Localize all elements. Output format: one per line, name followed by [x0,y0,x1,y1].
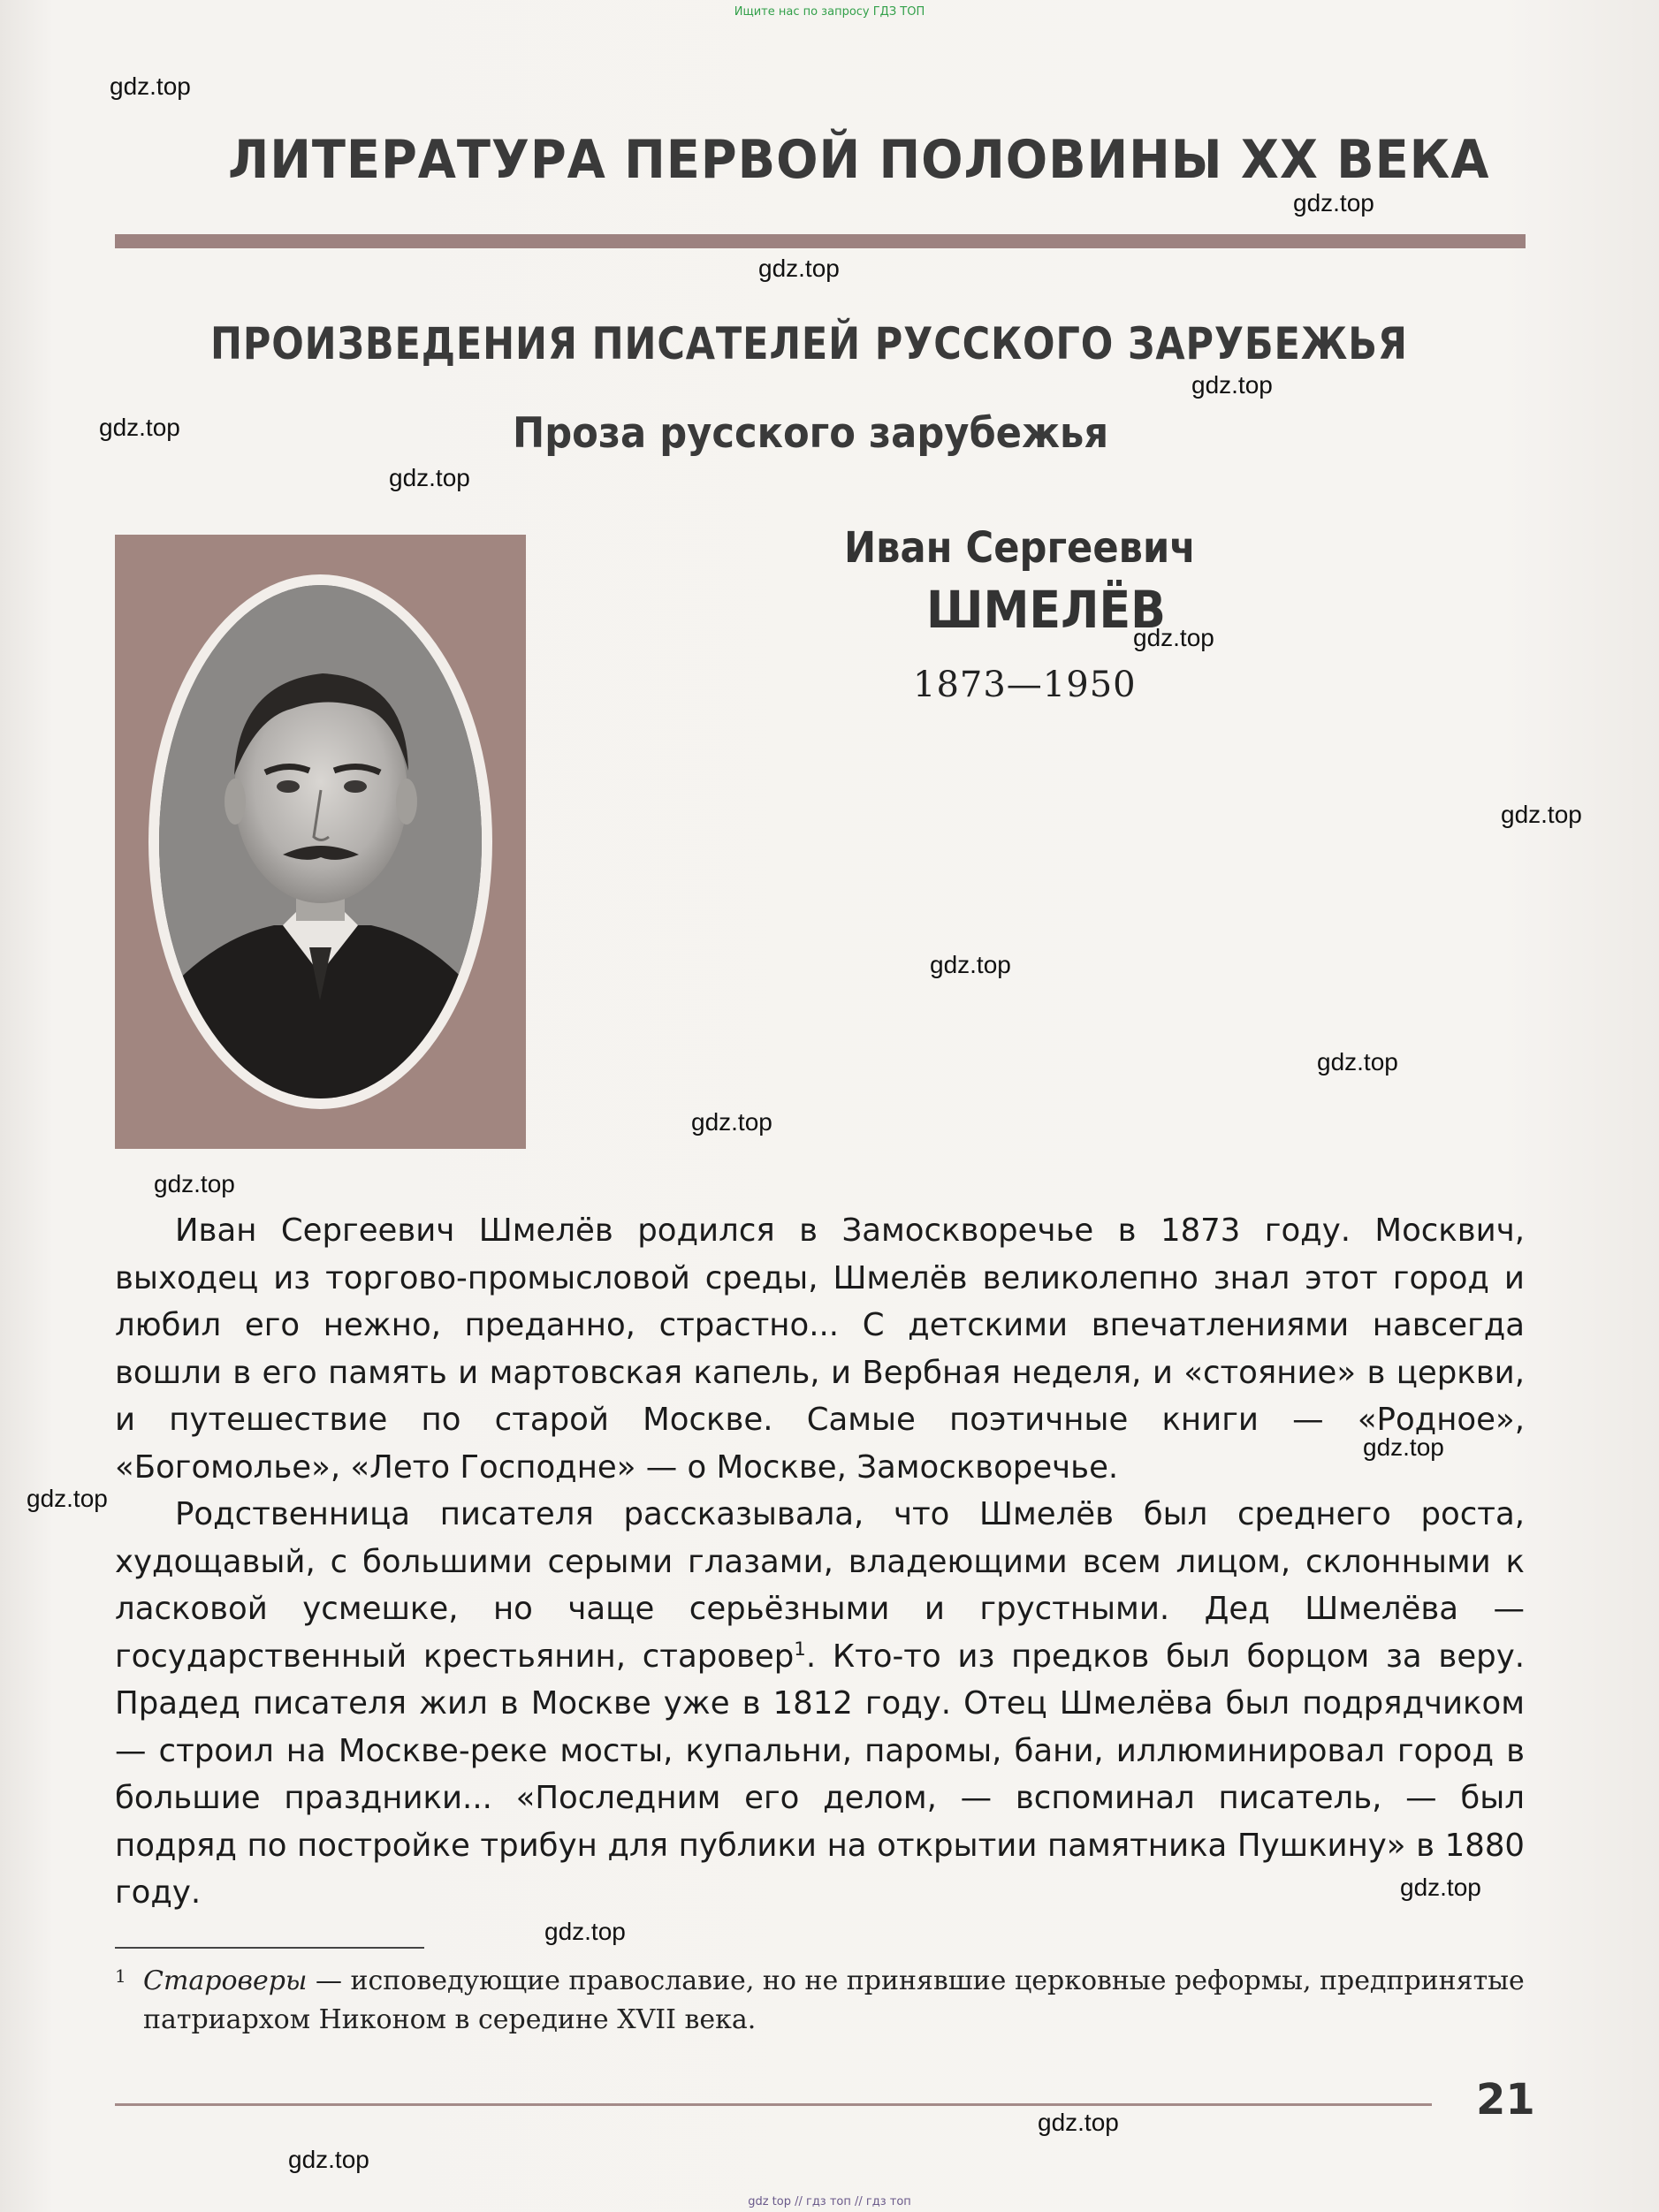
biography-paragraph-2: Родственница писателя рассказывала, что Шмелёв был среднего роста, худощавый, с большими серыми глазами, владеющими всем лицом, склонными к ласковой усмешке, но чаще серьёзными и грустными. Дед Шмелёва — государственный крестьянин, старовер$^1$. Кто-то из предков был борцом за веру. Прадед писателя жил в Москве уже в 1812 году. Отец Шмелёва был подрядчиком — строил на Москве-реке мосты, купальни, паромы, бани, иллюминировал город в большие праздники... «Последним его делом, — вспоминал писатель, — был подряд по постройке трибун для публики на открытии памятника Пушкину» в 1880 году. [115,1496,1525,1911]
watermark: gdz.top [1317,1048,1398,1076]
portrait-oval-mat [148,574,492,1109]
footnote-term: Староверы [143,1965,308,1996]
author-portrait-frame [115,535,526,1149]
footnote-text: Староверы — исповедующие православие, но не принявшие церковные реформы, предпринятые патриархом Никоном в середине XVII века. [143,1965,1525,2035]
biography-paragraph-1: Иван Сергеевич Шмелёв родился в Замоскворечье в 1873 году. Москвич, выходец из торгово-промысловой среды, Шмелёв великолепно знал этот город и любил его нежно, преданно, страстно... С детскими впечатлениями навсегда вошли в его память и мартовская капель, и Вербная неделя, и «стояние» в церкви, и путешествие по старой Москве. Самые поэтичные книги — «Родное», «Богомолье», «Лето Господне» — о Москве, Замоскворечье. [115,1212,1525,1486]
watermark: gdz.top [1038,2109,1119,2136]
author-surname: ШМЕЛЁВ [926,580,1166,640]
watermark: gdz.top [1191,371,1273,399]
watermark: gdz.top [288,2146,369,2173]
watermark: gdz.top [1293,189,1374,217]
watermark: gdz.top [930,951,1011,978]
watermark: gdz.top [758,255,840,282]
author-life-years: 1873—1950 [913,665,1137,705]
footnote-divider [115,1947,424,1949]
subsection-title: ПРОИЗВЕДЕНИЯ ПИСАТЕЛЕЙ РУССКОГО ЗАРУБЕЖЬЯ [210,318,1408,369]
watermark: gdz.top [99,414,180,441]
watermark: gdz.top [389,464,470,491]
watermark: gdz.top [27,1485,108,1512]
section-title-rule [115,234,1526,248]
top-search-note[interactable]: Ищите нас по запросу ГДЗ ТОП [734,5,925,19]
watermark: gdz.top [691,1108,772,1136]
page-footer-rule [115,2103,1432,2106]
author-first-names: Иван Сергеевич [844,523,1196,573]
section-title: ЛИТЕРАТУРА ПЕРВОЙ ПОЛОВИНЫ XX ВЕКА [228,129,1490,191]
watermark: gdz.top [1501,801,1582,828]
watermark: gdz.top [1133,624,1214,651]
topic-title: Проза русского зарубежья [513,409,1109,458]
watermark: gdz.top [1400,1874,1481,1901]
footnote [115,1962,1529,2040]
biography-text [115,1207,1525,1917]
footnote-marker[interactable]: 1 [794,1638,806,1661]
page-number: 21 [1476,2075,1535,2125]
watermark: gdz.top [110,72,191,100]
footer-links-note[interactable]: gdz top // гдз топ // гдз топ [748,2195,911,2208]
footnote-number: 1 [115,1965,126,1987]
watermark: gdz.top [154,1170,235,1197]
author-portrait-photo [159,585,482,1098]
watermark: gdz.top [544,1918,626,1945]
watermark: gdz.top [1363,1433,1444,1461]
author-portrait-illustration [159,585,482,1098]
